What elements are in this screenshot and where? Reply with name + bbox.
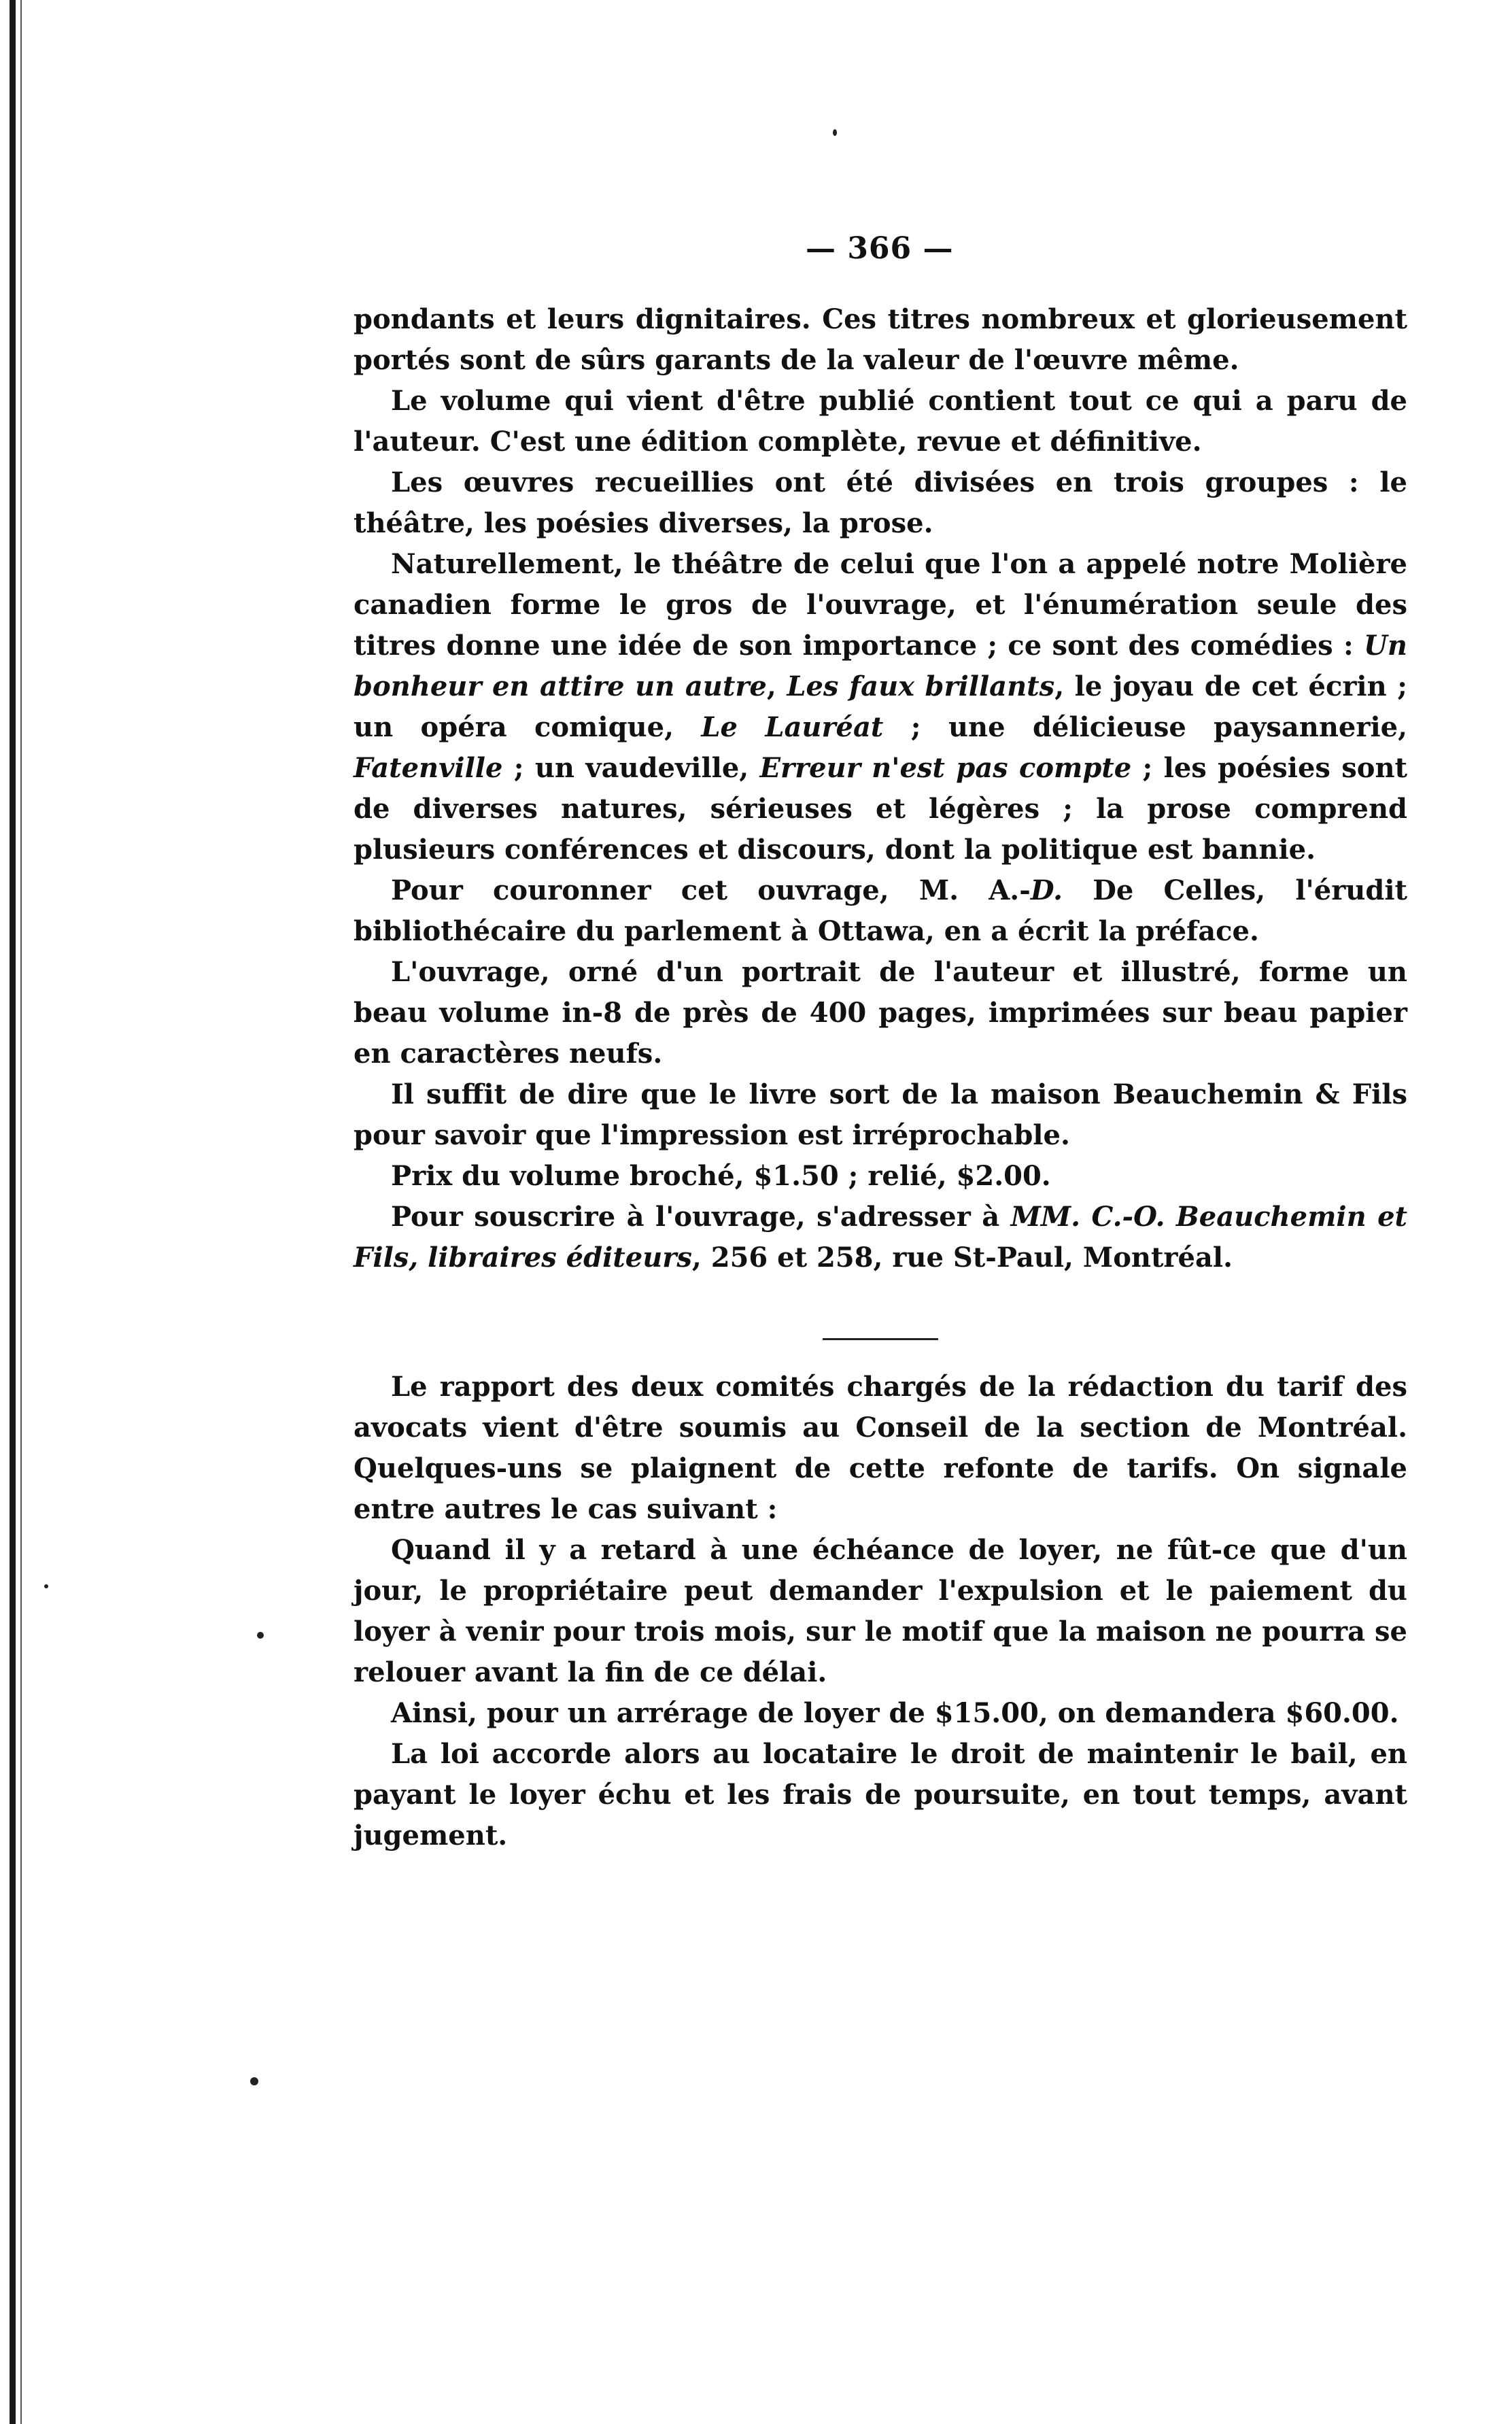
paragraph: La loi accorde alors au locataire le droit de maintenir le bail, en payant le loyer échu et les frais de poursuite, en tout temps, avant jugement. [354, 1738, 1407, 1851]
paragraph: Il suffit de dire que le livre sort de la maison Beauchemin & Fils pour savoir que l'impression est irréprochable. [354, 1078, 1407, 1151]
binding-edge [10, 0, 16, 2424]
paragraph [354, 1197, 1407, 1278]
text-run: Pour souscrire à l'ouvrage, s'adresser à [391, 1201, 1011, 1233]
scan-speck [257, 1632, 264, 1639]
text-run: ; une délicieuse paysannerie, [883, 711, 1408, 743]
article-text-section-2 [354, 1367, 1407, 1856]
article-text-section-1 [354, 299, 1407, 1278]
work-title: Erreur n'est pas compte [759, 752, 1132, 784]
paragraph: Les œuvres recueillies ont été divisées en trois groupes : le théâtre, les poésies diverses, la prose. [354, 466, 1407, 539]
scan-speck [250, 2077, 258, 2085]
text-run: ; les poésies sont de diverses natures, sérieuses et légères ; la prose comprend plusieurs conférences et discours, dont la politique est bannie. [354, 752, 1408, 866]
work-title: Fatenville [354, 752, 503, 784]
paragraph: Le volume qui vient d'être publié contient tout ce qui a paru de l'auteur. C'est une édition complète, revue et définitive. [354, 385, 1407, 458]
paragraph: Ainsi, pour un arrérage de loyer de $15.00, on demandera $60.00. [391, 1697, 1399, 1729]
paragraph: Quand il y a retard à une échéance de loyer, ne fût-ce que d'un jour, le propriétaire peut demander l'expulsion et le paiement du loyer à venir pour trois mois, sur le motif que la maison ne pourra se relouer avant la fin de ce délai. [354, 1534, 1407, 1688]
work-title: Les faux brillants [787, 670, 1055, 702]
work-title: Un bonheur en attire un autre [354, 630, 1407, 702]
page-number: — 366 — [806, 231, 954, 266]
scan-speck [44, 1584, 48, 1588]
text-run: , [766, 670, 787, 702]
paragraph: Prix du volume broché, $1.50 ; relié, $2.00. [391, 1160, 1051, 1192]
paragraph: pondants et leurs dignitaires. Ces titres nombreux et glorieusement portés sont de sûrs garants de la valeur de l'œuvre même. [354, 303, 1407, 376]
text-run: , le joyau de cet écrin ; un opéra comique, [354, 670, 1408, 743]
text-run: ; un vaudeville, [502, 752, 760, 784]
text-run: De Celles, l'érudit bibliothécaire du parlement à Ottawa, en a écrit la préface. [354, 874, 1408, 947]
publisher-name: MM. C.-O. Beauchemin et Fils, libraires éditeurs [354, 1201, 1408, 1274]
paragraph [354, 544, 1407, 870]
text-run-italic: D. [1030, 874, 1063, 906]
section-separator [823, 1338, 938, 1340]
text-run: Pour couronner cet ouvrage, M. A.- [391, 874, 1031, 906]
text-run: Naturellement, le théâtre de celui que l'on a appelé notre Molière canadien forme le gros de l'ouvrage, et l'énumération seule des titres donne une idée de son importance ; ce sont des comédies : [354, 548, 1407, 662]
paragraph: L'ouvrage, orné d'un portrait de l'auteur et illustré, forme un beau volume in-8 de près de 400 pages, imprimées sur beau papier en caractères neufs. [354, 956, 1407, 1070]
paragraph: Le rapport des deux comités chargés de la rédaction du tarif des avocats vient d'être soumis au Conseil de la section de Montréal. Quelques-uns se plaignent de cette refonte de tarifs. On signale entre autres le cas suivant : [354, 1371, 1407, 1525]
binding-edge-line [20, 0, 22, 2424]
work-title: Le Lauréat [701, 711, 884, 743]
paragraph [354, 870, 1407, 952]
scan-speck [833, 129, 837, 136]
text-run: , 256 et 258, rue St-Paul, Montréal. [691, 1242, 1233, 1274]
